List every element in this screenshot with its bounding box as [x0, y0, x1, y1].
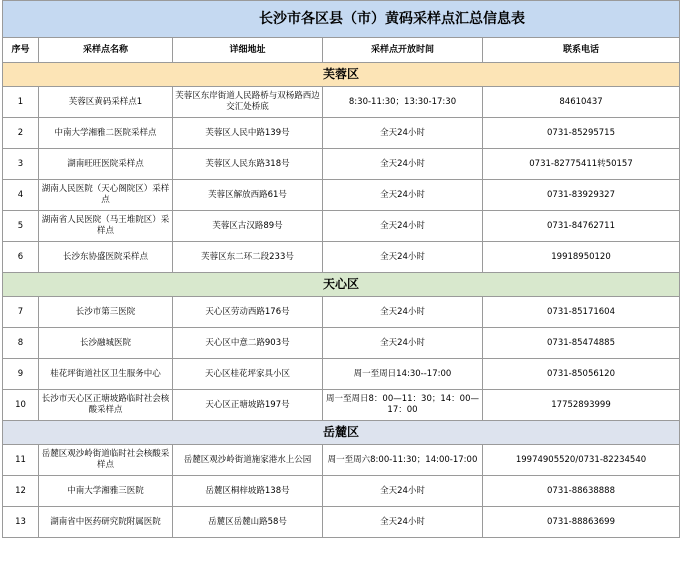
- row-index: 12: [3, 476, 39, 507]
- open-hours: 8:30-11:30；13:30-17:30: [323, 87, 483, 118]
- address: 芙蓉区东岸街道人民路桥与双杨路西边交汇处桥底: [173, 87, 323, 118]
- address: 岳麓区岳麓山路58号: [173, 507, 323, 538]
- address: 天心区中意二路903号: [173, 328, 323, 359]
- site-name: 桂花坪街道社区卫生服务中心: [39, 359, 173, 390]
- address: 芙蓉区人民中路139号: [173, 118, 323, 149]
- open-hours: 周一至周日8：00—11：30；14：00—17：00: [323, 390, 483, 421]
- phone: 0731-88863699: [483, 507, 680, 538]
- site-name: 湖南旺旺医院采样点: [39, 149, 173, 180]
- header-index: 序号: [3, 38, 39, 63]
- address: 芙蓉区人民东路318号: [173, 149, 323, 180]
- open-hours: 周一至周日14:30--17:00: [323, 359, 483, 390]
- table-title: 长沙市各区县（市）黄码采样点汇总信息表: [3, 1, 680, 38]
- site-name: 长沙市第三医院: [39, 297, 173, 328]
- table-row: [3, 445, 680, 476]
- site-name: 湖南人民医院（天心阁院区）采样点: [39, 180, 173, 211]
- header-row: [3, 38, 680, 63]
- district-section-row: [3, 421, 680, 445]
- table-row: [3, 507, 680, 538]
- open-hours: 全天24小时: [323, 180, 483, 211]
- open-hours: 全天24小时: [323, 149, 483, 180]
- open-hours: 全天24小时: [323, 476, 483, 507]
- site-name: 岳麓区观沙岭街道临时社会核酸采样点: [39, 445, 173, 476]
- row-index: 1: [3, 87, 39, 118]
- phone: 0731-84762711: [483, 211, 680, 242]
- row-index: 7: [3, 297, 39, 328]
- site-name: 长沙东协盛医院采样点: [39, 242, 173, 273]
- address: 芙蓉区解放西路61号: [173, 180, 323, 211]
- district-name: 天心区: [3, 273, 680, 297]
- district-section-row: [3, 273, 680, 297]
- table-row: [3, 118, 680, 149]
- table-row: [3, 359, 680, 390]
- phone: 0731-85056120: [483, 359, 680, 390]
- open-hours: 全天24小时: [323, 242, 483, 273]
- row-index: 4: [3, 180, 39, 211]
- row-index: 11: [3, 445, 39, 476]
- site-name: 湖南省中医药研究院附属医院: [39, 507, 173, 538]
- header-phone: 联系电话: [483, 38, 680, 63]
- row-index: 10: [3, 390, 39, 421]
- table-row: [3, 297, 680, 328]
- row-index: 9: [3, 359, 39, 390]
- address: 芙蓉区东二环二段233号: [173, 242, 323, 273]
- row-index: 8: [3, 328, 39, 359]
- phone: 0731-82775411转50157: [483, 149, 680, 180]
- open-hours: 全天24小时: [323, 328, 483, 359]
- phone: 0731-85295715: [483, 118, 680, 149]
- row-index: 3: [3, 149, 39, 180]
- site-name: 中南大学湘雅二医院采样点: [39, 118, 173, 149]
- table-row: [3, 87, 680, 118]
- open-hours: 周一至周六8:00-11:30；14:00-17:00: [323, 445, 483, 476]
- table-row: [3, 328, 680, 359]
- district-name: 岳麓区: [3, 421, 680, 445]
- district-section-row: [3, 63, 680, 87]
- open-hours: 全天24小时: [323, 118, 483, 149]
- row-index: 2: [3, 118, 39, 149]
- address: 岳麓区桐梓坡路138号: [173, 476, 323, 507]
- table-row: [3, 211, 680, 242]
- header-address: 详细地址: [173, 38, 323, 63]
- phone: 0731-85171604: [483, 297, 680, 328]
- table-row: [3, 390, 680, 421]
- district-name: 芙蓉区: [3, 63, 680, 87]
- address: 芙蓉区古汉路89号: [173, 211, 323, 242]
- open-hours: 全天24小时: [323, 297, 483, 328]
- phone: 19974905520/0731-82234540: [483, 445, 680, 476]
- phone: 0731-83929327: [483, 180, 680, 211]
- row-index: 13: [3, 507, 39, 538]
- site-name: 长沙市天心区正塘坡路临时社会核酸采样点: [39, 390, 173, 421]
- phone: 0731-85474885: [483, 328, 680, 359]
- table-row: [3, 242, 680, 273]
- phone: 84610437: [483, 87, 680, 118]
- row-index: 6: [3, 242, 39, 273]
- table-row: [3, 476, 680, 507]
- open-hours: 全天24小时: [323, 211, 483, 242]
- sampling-points-table: [2, 0, 680, 538]
- table-row: [3, 180, 680, 211]
- open-hours: 全天24小时: [323, 507, 483, 538]
- site-name: 中南大学湘雅三医院: [39, 476, 173, 507]
- phone: 19918950120: [483, 242, 680, 273]
- site-name: 芙蓉区黄码采样点1: [39, 87, 173, 118]
- phone: 0731-88638888: [483, 476, 680, 507]
- address: 天心区劳动西路176号: [173, 297, 323, 328]
- site-name: 湖南省人民医院（马王堆院区）采样点: [39, 211, 173, 242]
- table-row: [3, 149, 680, 180]
- address: 天心区桂花坪家具小区: [173, 359, 323, 390]
- address: 天心区正塘坡路197号: [173, 390, 323, 421]
- header-site-name: 采样点名称: [39, 38, 173, 63]
- site-name: 长沙融城医院: [39, 328, 173, 359]
- address: 岳麓区观沙岭街道施家港水上公园: [173, 445, 323, 476]
- phone: 17752893999: [483, 390, 680, 421]
- header-open-hours: 采样点开放时间: [323, 38, 483, 63]
- row-index: 5: [3, 211, 39, 242]
